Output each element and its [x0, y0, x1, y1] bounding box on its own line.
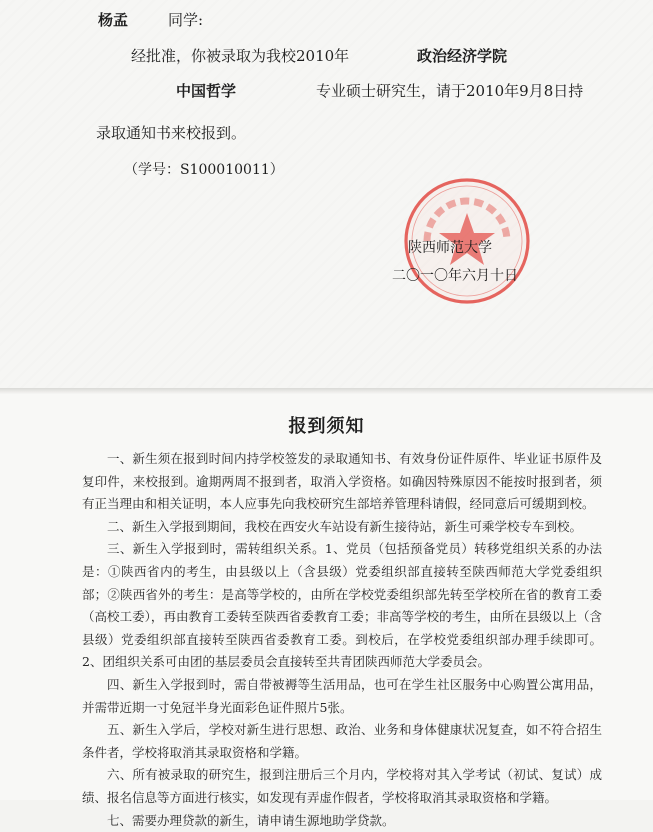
notice-item: 六、所有被录取的研究生，报到注册后三个月内，学校将对其入学考试（初试、复试）成绩、报名信息等方面进行核实，如发现有弄虚作假者，学校将取消其录取资格和学籍。: [82, 764, 602, 809]
notice-item: 二、新生入学报到期间，我校在西安火车站设有新生接待站，新生可乘学校专车到校。: [82, 516, 602, 539]
notice-title: 报到须知: [0, 412, 653, 438]
signature-org: 陕西师范大学: [408, 237, 492, 257]
notice-item: 五、新生入学后，学校对新生进行思想、政治、业务和身体健康状况复查，如不符合招生条件者，学校将取消其录取资格和学籍。: [82, 719, 602, 764]
notice-item: 一、新生须在报到时间内持学校签发的录取通知书、有效身份证件原件、毕业证书原件及复印件，来校报到。逾期两周不报到者，取消入学资格。如确因特殊原因不能按时报到者，须有正当理由和相关证明，本人应事先向我校研究生部培养管理科请假，经同意后可缓期到校。: [82, 448, 602, 516]
letter-line-1: 经批准，你被录取为我校2010年: [131, 45, 349, 66]
notice-item: 四、新生入学报到时，需自带被褥等生活用品，也可在学生社区服务中心购置公寓用品，并需带近期一寸免冠半身光面彩色证件照片5张。: [82, 674, 602, 719]
signature-date: 二〇一〇年六月十日: [392, 265, 518, 285]
college-name: 政治经济学院: [417, 45, 507, 66]
letter-line-3: 录取通知书来校报到。: [96, 122, 246, 143]
greeting: 同学:: [168, 9, 203, 30]
major-name: 中国哲学: [176, 80, 236, 101]
notice-body: [82, 448, 602, 832]
student-name: 杨孟: [98, 9, 128, 30]
notice-item: 三、新生入学报到时，需转组织关系。1、党员（包括预备党员）转移党组织关系的办法是：①陕西省内的考生，由县级以上（含县级）党委组织部直接转至陕西师范大学党委组织部；②陕西省外的考生：是高等学校的，由所在学校党委组织部先转至学校所在省的教育工委（高校工委），再由教育工委转至陕西省委教育工委；非高等学校的考生，由所在县级以上（含县级）党委组织部直接转至陕西省委教育工委。到校后，在学校党委组织部办理手续即可。2、团组织关系可由团的基层委员会直接转至共青团陕西师范大学委员会。: [82, 538, 602, 674]
notice-item: 七、需要办理贷款的新生，请申请生源地助学贷款。: [82, 810, 602, 832]
student-id: （学号：S100010011）: [124, 159, 284, 179]
letter-line-2: 专业硕士研究生，请于2010年9月8日持: [316, 80, 583, 101]
